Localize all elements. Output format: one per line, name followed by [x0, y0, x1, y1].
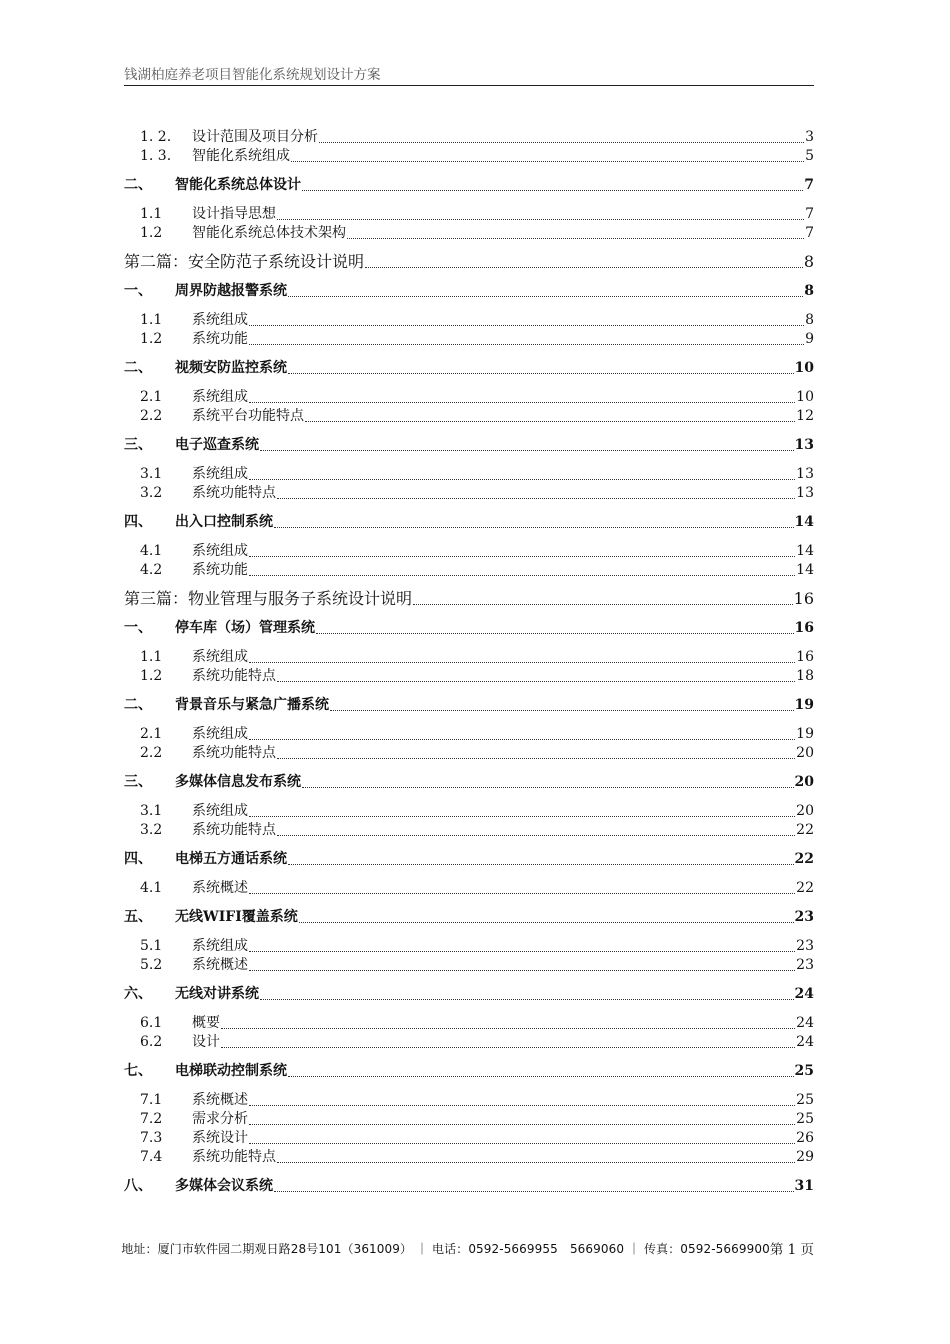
toc-entry-number: 7.4 — [140, 1149, 163, 1165]
toc-chapter-entry[interactable] — [124, 906, 814, 926]
toc-entry-number: 四、 — [124, 851, 152, 867]
toc-entry-label: 设计指导思想 — [192, 206, 276, 222]
toc-dot-leader — [316, 619, 794, 634]
toc-entry-page: 5 — [805, 148, 814, 164]
toc-dot-leader — [221, 1014, 795, 1029]
toc-entry-label: 系统组成 — [192, 312, 248, 328]
toc-entry-number: 1.1 — [140, 649, 163, 665]
toc-entry-label: 系统功能 — [192, 331, 248, 347]
toc-entry-number: 1.1 — [140, 312, 163, 328]
toc-dot-leader — [274, 1177, 794, 1192]
toc-section-entry[interactable] — [124, 559, 814, 579]
toc-section-entry[interactable] — [124, 463, 814, 483]
toc-entry-page: 8 — [803, 252, 814, 271]
toc-entry-page: 10 — [794, 360, 814, 376]
toc-entry-label: 概要 — [192, 1015, 220, 1031]
toc-entry-number: 二、 — [124, 697, 152, 713]
toc-chapter-entry[interactable] — [124, 771, 814, 791]
toc-section-entry[interactable] — [124, 1108, 814, 1128]
toc-entry-page: 31 — [794, 1178, 814, 1194]
toc-entry-label: 电子巡查系统 — [175, 437, 259, 453]
toc-entry-number: 3.2 — [140, 822, 163, 838]
toc-dot-leader — [249, 561, 795, 576]
toc-section-entry[interactable] — [124, 540, 814, 560]
toc-entry-number: 八、 — [124, 1178, 152, 1194]
toc-entry-page: 22 — [796, 822, 814, 838]
toc-entry-label: 无线对讲系统 — [175, 986, 259, 1002]
toc-entry-page: 16 — [794, 620, 814, 636]
toc-entry-label: 系统功能特点 — [192, 485, 276, 501]
toc-section-entry[interactable] — [124, 145, 814, 165]
toc-dot-leader — [319, 128, 804, 143]
toc-chapter-entry[interactable] — [124, 357, 814, 377]
toc-entry-label: 系统功能特点 — [192, 1149, 276, 1165]
toc-entry-page: 8 — [805, 312, 814, 328]
toc-entry-page: 10 — [796, 389, 814, 405]
document-title: 钱湖柏庭养老项目智能化系统规划设计方案 — [124, 67, 381, 83]
toc-entry-page: 20 — [794, 774, 814, 790]
toc-entry-page: 25 — [796, 1111, 814, 1127]
toc-entry-number: 2.1 — [140, 726, 163, 742]
toc-entry-number: 一、 — [124, 620, 152, 636]
toc-entry-label: 无线WIFI覆盖系统 — [175, 909, 298, 925]
toc-entry-label: 系统平台功能特点 — [192, 408, 304, 424]
toc-dot-leader — [249, 956, 795, 971]
toc-dot-leader — [249, 879, 795, 894]
toc-chapter-entry[interactable] — [124, 848, 814, 868]
toc-section-entry[interactable] — [124, 935, 814, 955]
toc-entry-label: 停车库（场）管理系统 — [175, 620, 315, 636]
toc-dot-leader — [249, 1129, 795, 1144]
toc-section-entry[interactable] — [124, 800, 814, 820]
toc-entry-number: 1.2 — [140, 331, 163, 347]
toc-section-entry[interactable] — [124, 386, 814, 406]
toc-dot-leader — [330, 696, 794, 711]
toc-dot-leader — [302, 176, 803, 191]
toc-entry-number: 五、 — [124, 909, 152, 925]
toc-entry-number: 5.1 — [140, 938, 163, 954]
toc-dot-leader — [277, 484, 795, 499]
toc-entry-label: 视频安防监控系统 — [175, 360, 287, 376]
toc-section-entry[interactable] — [124, 1031, 814, 1051]
toc-chapter-entry[interactable] — [124, 511, 814, 531]
toc-entry-number: 7.2 — [140, 1111, 163, 1127]
toc-chapter-entry[interactable] — [124, 1060, 814, 1080]
toc-chapter-entry[interactable] — [124, 694, 814, 714]
toc-section-entry[interactable] — [124, 405, 814, 425]
toc-dot-leader — [249, 311, 804, 326]
toc-entry-label: 系统组成 — [192, 649, 248, 665]
toc-entry-label: 系统组成 — [192, 466, 248, 482]
toc-dot-leader — [299, 908, 794, 923]
toc-entry-page: 8 — [804, 283, 814, 299]
toc-entry-label: 智能化系统总体技术架构 — [192, 225, 346, 241]
toc-entry-number: 1. 3. — [140, 148, 172, 164]
toc-entry-label: 系统功能 — [192, 562, 248, 578]
toc-dot-leader — [347, 224, 804, 239]
toc-entry-page: 23 — [794, 909, 814, 925]
page-number: 第 1 页 — [769, 1242, 814, 1258]
company-address: 地址：厦门市软件园二期观日路28号101（361009） ｜ 电话：0592-5669955 5669060 ｜ 传真：0592-5669900 — [121, 1241, 770, 1256]
toc-entry-number: 六、 — [124, 986, 152, 1002]
toc-section-entry[interactable] — [124, 723, 814, 743]
toc-section-entry[interactable] — [124, 1127, 814, 1147]
toc-entry-page: 19 — [796, 726, 814, 742]
page-footer — [121, 1238, 814, 1258]
toc-entry-page: 14 — [796, 562, 814, 578]
toc-entry-label: 电梯五方通话系统 — [175, 851, 287, 867]
toc-entry-number: 一、 — [124, 283, 152, 299]
toc-entry-label: 智能化系统总体设计 — [175, 177, 301, 193]
toc-entry-number: 3.2 — [140, 485, 163, 501]
toc-entry-label: 设计 — [192, 1034, 220, 1050]
toc-entry-number: 1.2 — [140, 225, 163, 241]
toc-section-entry[interactable] — [124, 203, 814, 223]
toc-dot-leader — [277, 744, 795, 759]
toc-entry-label: 系统概述 — [192, 1092, 248, 1108]
toc-entry-page: 16 — [796, 649, 814, 665]
toc-dot-leader — [277, 1148, 795, 1163]
toc-dot-leader — [249, 465, 795, 480]
toc-dot-leader — [274, 513, 794, 528]
toc-section-entry[interactable] — [124, 646, 814, 666]
toc-dot-leader — [249, 648, 795, 663]
toc-entry-page: 18 — [796, 668, 814, 684]
toc-entry-number: 3.1 — [140, 803, 163, 819]
toc-entry-page: 14 — [796, 543, 814, 559]
toc-dot-leader — [260, 985, 794, 1000]
toc-chapter-entry[interactable] — [124, 174, 814, 194]
toc-entry-page: 22 — [796, 880, 814, 896]
toc-dot-leader — [249, 937, 795, 952]
toc-section-entry[interactable] — [124, 819, 814, 839]
toc-section-entry[interactable] — [124, 1012, 814, 1032]
toc-part-entry[interactable] — [124, 251, 814, 271]
toc-dot-leader — [305, 407, 795, 422]
toc-entry-number: 2.1 — [140, 389, 163, 405]
toc-entry-number: 2.2 — [140, 408, 163, 424]
toc-entry-number: 三、 — [124, 774, 152, 790]
toc-dot-leader — [288, 282, 803, 297]
toc-entry-page: 3 — [805, 129, 814, 145]
toc-entry-number: 7.1 — [140, 1092, 163, 1108]
toc-dot-leader — [288, 1062, 794, 1077]
toc-entry-number: 三、 — [124, 437, 152, 453]
toc-section-entry[interactable] — [124, 482, 814, 502]
toc-dot-leader — [277, 821, 795, 836]
toc-entry-page: 9 — [805, 331, 814, 347]
toc-entry-label: 系统组成 — [192, 543, 248, 559]
toc-entry-page: 13 — [796, 466, 814, 482]
toc-entry-label: 系统功能特点 — [192, 745, 276, 761]
toc-entry-label: 系统概述 — [192, 880, 248, 896]
toc-entry-label: 系统概述 — [192, 957, 248, 973]
toc-entry-label: 系统功能特点 — [192, 668, 276, 684]
toc-dot-leader — [221, 1033, 795, 1048]
toc-entry-label: 多媒体信息发布系统 — [175, 774, 301, 790]
toc-entry-label: 系统组成 — [192, 389, 248, 405]
toc-chapter-entry[interactable] — [124, 617, 814, 637]
toc-entry-label: 出入口控制系统 — [175, 514, 273, 530]
toc-entry-page: 29 — [796, 1149, 814, 1165]
toc-entry-label: 设计范围及项目分析 — [192, 129, 318, 145]
toc-entry-label: 周界防越报警系统 — [175, 283, 287, 299]
toc-entry-page: 20 — [796, 803, 814, 819]
toc-entry-label: 系统组成 — [192, 803, 248, 819]
toc-entry-page: 23 — [796, 938, 814, 954]
toc-section-entry[interactable] — [124, 665, 814, 685]
toc-dot-leader — [249, 330, 804, 345]
toc-entry-label: 系统组成 — [192, 938, 248, 954]
toc-entry-label: 第二篇：安全防范子系统设计说明 — [124, 252, 365, 271]
toc-entry-label: 智能化系统组成 — [192, 148, 290, 164]
toc-entry-page: 16 — [793, 589, 814, 608]
toc-entry-page: 26 — [796, 1130, 814, 1146]
toc-entry-number: 4.1 — [140, 880, 163, 896]
toc-entry-label: 系统功能特点 — [192, 822, 276, 838]
toc-entry-number: 7.3 — [140, 1130, 163, 1146]
toc-dot-leader — [249, 725, 795, 740]
toc-entry-page: 23 — [796, 957, 814, 973]
toc-dot-leader — [288, 359, 794, 374]
toc-entry-label: 系统设计 — [192, 1130, 248, 1146]
toc-entry-number: 4.2 — [140, 562, 163, 578]
toc-entry-number: 四、 — [124, 514, 152, 530]
toc-entry-number: 二、 — [124, 177, 152, 193]
toc-entry-page: 7 — [804, 177, 814, 193]
toc-entry-number: 4.1 — [140, 543, 163, 559]
toc-entry-number: 5.2 — [140, 957, 163, 973]
toc-entry-number: 1. 2. — [140, 129, 172, 145]
toc-entry-page: 13 — [796, 485, 814, 501]
toc-entry-label: 电梯联动控制系统 — [175, 1063, 287, 1079]
toc-part-entry[interactable] — [124, 588, 814, 608]
toc-entry-page: 22 — [794, 851, 814, 867]
toc-dot-leader — [365, 253, 803, 268]
toc-chapter-entry[interactable] — [124, 280, 814, 300]
toc-entry-number: 1.2 — [140, 668, 163, 684]
toc-entry-label: 多媒体会议系统 — [175, 1178, 273, 1194]
toc-entry-page: 7 — [805, 206, 814, 222]
toc-section-entry[interactable] — [124, 309, 814, 329]
toc-entry-page: 24 — [796, 1015, 814, 1031]
toc-entry-page: 7 — [805, 225, 814, 241]
toc-dot-leader — [249, 542, 795, 557]
toc-entry-label: 需求分析 — [192, 1111, 248, 1127]
toc-entry-label: 背景音乐与紧急广播系统 — [175, 697, 329, 713]
toc-dot-leader — [288, 850, 794, 865]
toc-dot-leader — [249, 388, 795, 403]
toc-entry-number: 3.1 — [140, 466, 163, 482]
toc-entry-page: 19 — [794, 697, 814, 713]
toc-entry-number: 6.2 — [140, 1034, 163, 1050]
toc-entry-number: 2.2 — [140, 745, 163, 761]
toc-entry-number: 二、 — [124, 360, 152, 376]
toc-entry-page: 13 — [794, 437, 814, 453]
toc-dot-leader — [249, 1091, 795, 1106]
toc-entry-page: 12 — [796, 408, 814, 424]
toc-dot-leader — [291, 147, 804, 162]
toc-section-entry[interactable] — [124, 222, 814, 242]
toc-chapter-entry[interactable] — [124, 434, 814, 454]
toc-section-entry[interactable] — [124, 126, 814, 146]
toc-dot-leader — [260, 436, 794, 451]
toc-section-entry[interactable] — [124, 877, 814, 897]
toc-entry-page: 24 — [796, 1034, 814, 1050]
toc-dot-leader — [413, 590, 793, 605]
toc-entry-page: 25 — [794, 1063, 814, 1079]
toc-section-entry[interactable] — [124, 742, 814, 762]
toc-chapter-entry[interactable] — [124, 983, 814, 1003]
toc-entry-number: 七、 — [124, 1063, 152, 1079]
toc-chapter-entry[interactable] — [124, 1175, 814, 1195]
toc-entry-page: 24 — [794, 986, 814, 1002]
toc-dot-leader — [249, 802, 795, 817]
toc-entry-label: 系统组成 — [192, 726, 248, 742]
toc-dot-leader — [277, 667, 795, 682]
toc-section-entry[interactable] — [124, 1146, 814, 1166]
toc-entry-number: 1.1 — [140, 206, 163, 222]
toc-entry-page: 25 — [796, 1092, 814, 1108]
toc-section-entry[interactable] — [124, 328, 814, 348]
toc-entry-page: 14 — [794, 514, 814, 530]
toc-dot-leader — [302, 773, 794, 788]
toc-entry-number: 6.1 — [140, 1015, 163, 1031]
toc-entry-label: 第三篇：物业管理与服务子系统设计说明 — [124, 589, 413, 608]
toc-dot-leader — [277, 205, 804, 220]
toc-section-entry[interactable] — [124, 1089, 814, 1109]
toc-dot-leader — [249, 1110, 795, 1125]
toc-section-entry[interactable] — [124, 954, 814, 974]
toc-entry-page: 20 — [796, 745, 814, 761]
